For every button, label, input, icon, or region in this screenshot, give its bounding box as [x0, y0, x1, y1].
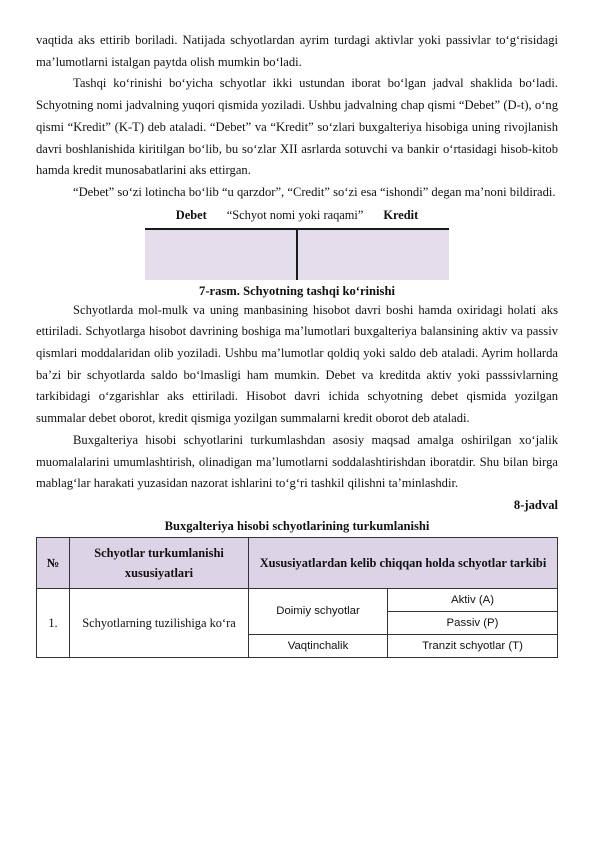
group-temporary: Vaqtinchalik: [249, 634, 388, 657]
t-account-box: [145, 228, 449, 280]
t-account-labels: [36, 206, 558, 225]
group-permanent-accounts: Doimiy schyotlar: [249, 588, 388, 634]
classification-table: [36, 537, 558, 658]
kredit-label: Kredit: [383, 207, 419, 222]
row-number: 1.: [37, 588, 70, 657]
table-label: 8-jadval: [513, 497, 558, 512]
t-account-divider: [296, 230, 298, 280]
table-title: Buxgalteriya hisobi schyotlarining turkumlanishi: [164, 518, 430, 533]
t-account-figure: [36, 206, 558, 280]
header-features: Schyotlar turkumlanishi xususiyatlari: [70, 537, 249, 588]
account-name-label: “Schyot nomi yoki raqami”: [226, 207, 364, 222]
paragraph-5: Buxgalteriya hisobi schyotlarini turkumlashdan asosiy maqsad amalga oshirilgan xo‘jalik muomalalarini umumlashtirish, olinadigan ma’lumotlarni soddalashtirishdan iboratdir. Shu bilan birga mablag‘lar harakati yuzasidan nazorat ishlarini to‘g‘ri tashkil qilishni ta’minlashdir.: [36, 432, 558, 491]
document-page: [36, 30, 558, 658]
paragraph-4: Schyotlarda mol-mulk va uning manbasining hisobot davri boshi hamda oxiridagi holati aks ettiriladi. Schyotlarga hisobot davrining boshiga ma’lumotlari buxgalteriya balansining aktiv va passiv qismlari moddalaridan olib yoziladi. Ushbu ma’lumotlar qoldiq yoki saldo deb ataladi. Ayrim hollarda ba’zi bir schyotlarda saldo bo‘lmasligi ham mumkin. Debet va kreditda aktiv yoki passsivlarning tarkibidagi o‘zgarishlar aks ettiriladi. Hisobot davri ichida schyotning debet qismida yozilgan summalar debet oborot, kredit qismiga yozilgan summalarni kredit oborot deb ataladi.: [36, 302, 558, 426]
table-row: [37, 588, 558, 611]
paragraph-2: Tashqi ko‘rinishi bo‘yicha schyotlar ikki ustundan iborat bo‘lgan jadval shaklida bo‘ladi. Schyotning nomi jadvalning yuqori qismida yoziladi. Ushbu jadvalning chap qismi “Debet” (D-t), o‘ng qismi “Kredit” (K-T) deb ataladi. “Debet” va “Kredit” so‘zlari buxgalteriya hisobiga uning rivojlanish davri boshlanishida kiritilgan bo‘lib, bu so‘zlar XII asrlarda sotuvchi va bankir o‘rtasidagi hisob-kitob hamda kredit munosabatlarini aks ettirgan.: [36, 76, 558, 178]
debet-label: Debet: [175, 207, 207, 222]
row-feature: Schyotlarning tuzilishiga ko‘ra: [70, 588, 249, 657]
item-passive: Passiv (P): [388, 611, 558, 634]
header-types: Xususiyatlardan kelib chiqqan holda schyotlar tarkibi: [249, 537, 558, 588]
figure-caption: 7-rasm. Schyotning tashqi ko‘rinishi: [199, 283, 395, 298]
paragraph-1: vaqtida aks ettirib boriladi. Natijada schyotlardan ayrim turdagi aktivlar yoki passivlar to‘g‘risidagi ma’lumotlarni istalgan paytda olish mumkin bo‘ladi.: [36, 33, 558, 69]
item-transit-accounts: Tranzit schyotlar (T): [388, 634, 558, 657]
item-active: Aktiv (A): [388, 588, 558, 611]
header-number: №: [37, 537, 70, 588]
paragraph-3: “Debet” so‘zi lotincha bo‘lib “u qarzdor”, “Credit” so‘zi esa “ishondi” degan ma’noni bildiradi.: [73, 184, 556, 199]
table-header-row: [37, 537, 558, 588]
